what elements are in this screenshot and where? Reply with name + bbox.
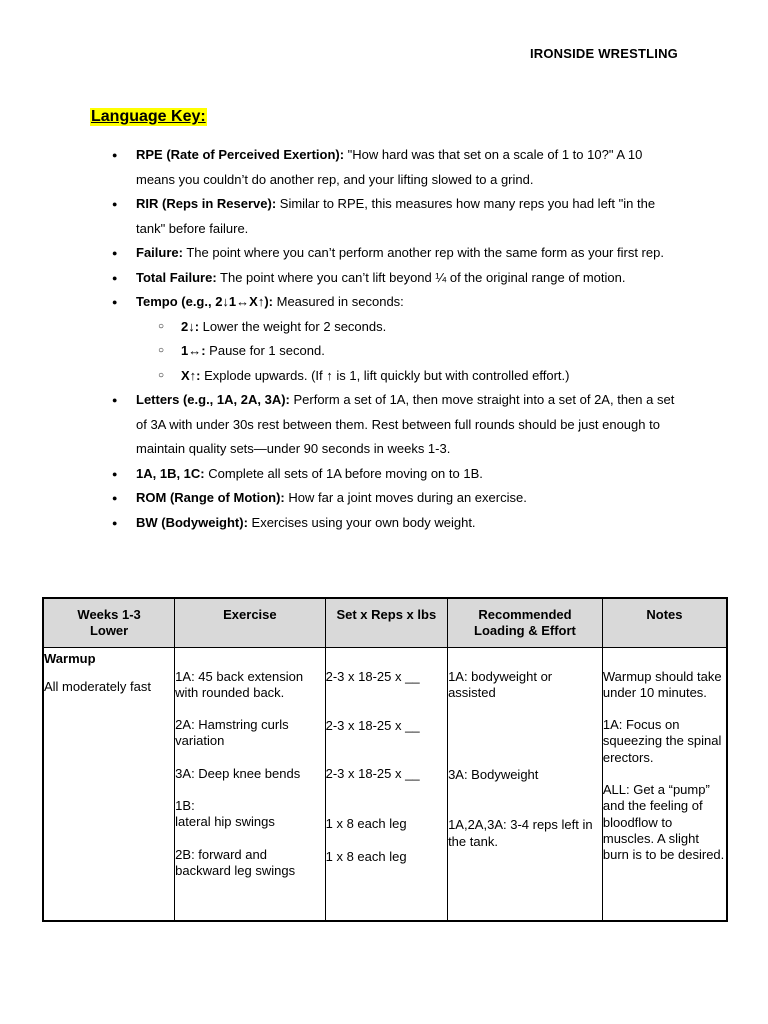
key-definition: Similar to RPE, this measures how many reps you had left "in the tank" before failure.: [136, 196, 656, 236]
exercise-item: 2B: forward and backward leg swings: [175, 846, 296, 878]
key-term: Total Failure:: [136, 269, 217, 285]
key-term: BW (Bodyweight):: [136, 514, 248, 530]
section-title: Warmup: [44, 650, 96, 666]
key-definition: The point where you can’t lift beyond ¼ of the original range of motion.: [216, 269, 626, 285]
list-item: [104, 511, 684, 536]
key-definition: Pause for 1 second.: [205, 343, 325, 358]
list-item: [104, 290, 684, 388]
key-term: RIR (Reps in Reserve):: [136, 196, 277, 211]
sets-item: 1 x 8 each leg: [325, 816, 407, 832]
sub-list-item: [136, 364, 684, 389]
loading-item: 3A: Bodyweight: [448, 767, 539, 783]
sets-cell: [325, 647, 447, 921]
exercise-item: lateral hip swings: [175, 814, 275, 830]
header-weeks: Weeks 1-3 Lower: [43, 598, 175, 647]
document-header: IRONSIDE WRESTLING: [529, 46, 678, 61]
key-definition: Measured in seconds:: [273, 294, 404, 309]
loading-item: 1A: bodyweight or assisted: [448, 668, 553, 700]
sets-item: 2-3 x 18-25 x __: [325, 717, 420, 733]
list-item: [104, 241, 684, 266]
key-definition: The point where you can’t perform another rep with the same form as your first rep.: [182, 245, 664, 260]
sub-list-item: [136, 339, 684, 364]
key-term: Failure:: [136, 245, 183, 260]
exercise-cell: [175, 647, 325, 921]
exercise-item: 3A: Deep knee bends: [175, 765, 301, 781]
table-row: [43, 647, 727, 921]
tempo-sublist: [136, 315, 684, 389]
header-sets: Set x Reps x lbs: [325, 598, 447, 647]
list-item: [104, 192, 684, 241]
key-term: 1A, 1B, 1C:: [136, 465, 205, 481]
sets-item: 2-3 x 18-25 x __: [325, 766, 420, 782]
workout-table: [42, 597, 728, 922]
language-key-title: Language Key:: [91, 108, 206, 125]
key-definition: Complete all sets of 1A before moving on to 1B.: [204, 465, 483, 481]
notes-item: 1A: Focus on squeezing the spinal erectors.: [602, 717, 722, 765]
list-item: [104, 143, 684, 192]
key-definition: Perform a set of 1A, then move straight into a set of 2A, then a set of 3A with under 30s rest between them. Rest between full rounds should be just enough to maintain quality sets—under 90 seconds in weeks 1-3.: [136, 392, 675, 456]
key-term: ROM (Range of Motion):: [136, 490, 285, 505]
header-notes: Notes: [602, 598, 727, 647]
key-term: X↑:: [181, 367, 201, 383]
list-item: [104, 462, 684, 487]
sub-list-item: [136, 315, 684, 340]
notes-item: Warmup should take under 10 minutes.: [602, 668, 722, 700]
key-definition: Lower the weight for 2 seconds.: [199, 318, 387, 334]
exercise-item: 1B:: [175, 797, 195, 813]
key-definition: Explode upwards. (If ↑ is 1, lift quickly but with controlled effort.): [200, 367, 570, 383]
warmup-cell: [43, 647, 175, 921]
key-term: Letters (e.g., 1A, 2A, 3A):: [136, 392, 290, 407]
key-definition: "How hard was that set on a scale of 1 to 10?" A 10 means you couldn’t do another rep, and your lifting slowed to a grind.: [136, 147, 643, 187]
header-loading: Recommended Loading & Effort: [448, 598, 603, 647]
loading-item: 1A,2A,3A: 3-4 reps left in the tank.: [448, 817, 593, 849]
key-term: Tempo (e.g., 2↓1↔X↑):: [136, 294, 273, 309]
key-term: 2↓:: [181, 318, 200, 334]
key-definition: How far a joint moves during an exercise.: [284, 490, 527, 505]
key-definition: Exercises using your own body weight.: [247, 514, 476, 530]
header-exercise: Exercise: [175, 598, 325, 647]
list-item: [104, 388, 684, 462]
language-key-list: [104, 143, 684, 535]
loading-cell: [448, 647, 603, 921]
table-header-row: [43, 598, 727, 647]
sets-item: 2-3 x 18-25 x __: [325, 668, 420, 684]
key-term: 1↔:: [181, 343, 206, 358]
list-item: [104, 486, 684, 511]
section-subtitle: All moderately fast: [44, 678, 151, 694]
key-term: RPE (Rate of Perceived Exertion):: [136, 147, 345, 162]
exercise-item: 1A: 45 back extension with rounded back.: [175, 668, 304, 700]
notes-cell: [602, 647, 727, 921]
sets-item: 1 x 8 each leg: [325, 848, 407, 864]
notes-item: ALL: Get a “pump” and the feeling of bloodflow to muscles. A slight burn is to be desired.: [602, 781, 725, 863]
exercise-item: 2A: Hamstring curls variation: [175, 717, 289, 749]
list-item: [104, 266, 684, 291]
